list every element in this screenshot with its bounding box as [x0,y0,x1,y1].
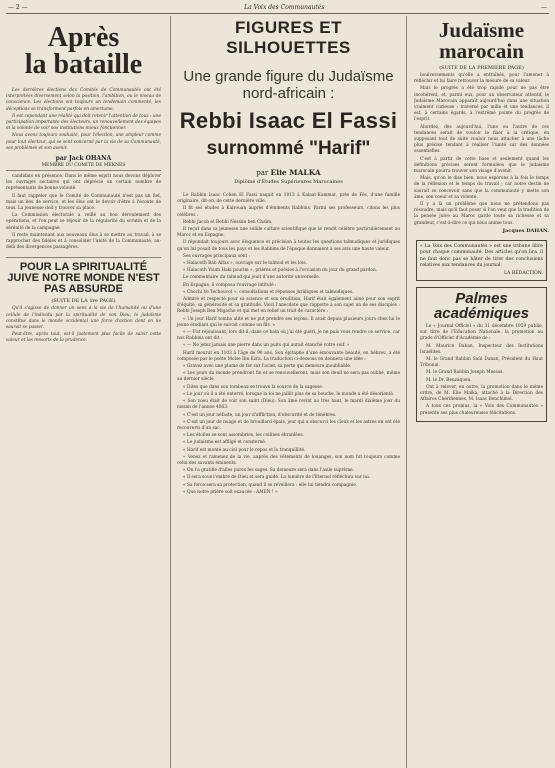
notice-text: « La Voix des Communautés » est une tribune libre pour chaque communauté. Des articles qu'on lira, il ne faut donc pas se hâter de tirer des conclusions relatives aux tendances du journal. [420,243,543,269]
paragraph: « Que notre prière soit exaucée : AMEN ! » [183,489,278,495]
paragraph: Rebbi Jacob et Rebbi Nessim ben Chaïm. [183,219,273,225]
publication-name: La Voix des Communautés [244,4,325,11]
paragraph: « Les jours du monde prendront fin et se renouvelleront, mais son deuil ne sera pas oublié, même au dernier siècle. [177,371,400,383]
byline: par Elie MALKA [256,168,321,177]
byline-title: MEMBRE DU COMITE DE MEKNES [6,163,161,171]
section-heading: POUR LA SPIRITUALITÉ JUIVE NOTRE MONDE N'EST PAS ABSURDE [6,257,161,295]
article-body [177,193,400,496]
paragraph: « Harif est monté au ciel pour le repos et la tranquillité. [183,447,306,453]
paragraph: Le commentaire du talmud qui jouit d'une autorité universelle. [183,275,321,281]
paragraph: « Les étoiles se sont assombries, les collines ébranlées. [183,433,304,439]
box-title: Palmes académiques [433,289,530,322]
paragraph: « On l'a gratifié d'ailes pures les sages. Sa demeure sera dans l'asile suprême. [183,468,355,474]
article-apres-la-bataille [6,16,161,768]
article-subtitle: surnommé "Harif" [206,138,371,159]
byline: par Jack OHANA [55,155,112,163]
article-deck: Une grande figure du Judaïsme nord-africain : [183,68,394,102]
paragraph: « Halacoth Bah Alfas », ouvrage sur le talmud et les lois. [183,261,307,267]
section-body: Qu'il s'agisse de donner un sens à la vie de l'humanité ou d'une cellule de l'individu par la spiritualité de son Dieu, le judaïsme constitue dans le monde occidental une force d'action dont on ne saurait se passer. Peut-être, après tout, est-il justement plus facile de saisir cette valeur et les ressorts de la prudence. [6,306,161,344]
article-body-bottom: candidats en présence. Dans le même esprit nous devons déplorer les ouvrages sectaires qui ont déprécié un certain nombre de représentants de bonne volonté. Il faut rappeler que le Comité de Communauté n'est pas un fief, mais un lieu de service, et les élus ont le devoir d'être à l'écoute de tous. La jeunesse doit y trouver sa place. La Commission électorale a veillé au bon déroulement des opérations, et l'on peut se réjouir de la régularité du scrutin et de la sérénité de la campagne. Il reste maintenant aux nouveaux élus à se mettre au travail, à se rapprocher des fidèles et à consolider l'unité de la Communauté, au-delà des divergences passagères. [6,174,161,251]
paragraph: Admiré et respecté pour sa science et son érudition, Harif était également aimé pour son esprit d'équité, sa générosité et sa gratitude. Voici l'anecdote que rapporte à son sujet un de ses disciples : Rebbi Joseph Ben Migache et qui met en relief un trait de caractère : [177,297,400,315]
article-body: boulversements qu'elle a entraînés, pour l'amener à réfléchir et lui faire retrouver la mesure de sa valeur. Mais le progrès a été trop rapide pour ne pas être incohérent, et, parmi eux, pour un observateur attentif, le Judaïsme Marocain apparaît aujourd'hui dans une situation vraiment curieuse : traversé par mille et une tendances, il est, à certains égards, à l'extrême pointe du progrès de l'esprit. Abordez, dès aujourd'hui, l'une ou l'autre de ces tendances serait de vouloir le fixer à la critique, en supposant tout de suite vouloir nous attacher à une tâche plus précise tendant à réaliser l'unité sur des données essentielles. C'est à partir de cette base et seulement quand les définitions précises seront formulées que le judaïsme marocain pourra trouver son visage d'avenir. Mais, qu'on le dise bien, nous espérons à la fois le temps de la réflexion et le temps du travail ; car notre destin ne saurait se concevoir sans que la communauté y mette son âme, son coeur et sa volonté. Il y a là un problème que nous ne prétendons pas résoudre, mais qu'il faut poser si l'on veut que la tradition de la pensée juive au Maroc garde toute sa richesse et sa grandeur, c'est-à-dire ce qui nous anime tous. [414,73,549,226]
paragraph: « — Fut réjouissant, lors dit-il, dans ce bain où j'ai été guéri, je ne puis vous rendre ce service, car nos Rabbins ont dit : [177,330,400,342]
article-judaisme-marocain [414,16,549,768]
paragraph: « Un jour Harif tomba alité et ne put prendre ses leçons. Il avait depuis plusieurs jours chez lui le jeune étudiant qui le suivait comme un fils. » [177,316,400,328]
page-number: — 2 — [8,4,28,11]
article-rebbi-isaac-el-fassi [170,16,407,768]
paragraph: « Chochi Ve Techouvot », consultations et réponses juridiques et talmudiques. [183,289,354,295]
article-title: Judaïsme marocain [438,18,525,63]
paragraph: « Il sera sous l'ombre de Dieu et sera guidé. La lumière de l'Eternel réfléchira sur lui. [183,475,371,481]
paragraph: « Gravez avec une plume de fer sur l'acier, sa perte qui demeure inoubliable. [183,364,352,370]
notice-signature: LA RÉDACTION. [504,270,543,276]
paragraph: En Espagne, il composa l'ouvrage intitulé : [183,282,277,288]
paragraph: « Venez et ramenez de la vie, auprès des vêtements de louanges, son nom fut toujours comme celui des savants éminents. [177,454,400,466]
paragraph: Harif mourut en 1103 à l'âge de 90 ans. Son épitaphe d'une émouvante beauté, en hébreu, a été composée par le poète Moïse Ibn Ezra. La traduction ci-dessous en donnera une idée : [177,350,400,362]
header-dash: — [540,4,547,11]
continued-note: (SUITE DE LA PREMIERE PAGE) [439,65,524,71]
palmes-academiques-box [416,287,547,422]
paragraph: « — Ne jetez jamais une pierre dans un puits qui aurait étanché votre soif. » [183,343,350,349]
paragraph: Il reçut dans sa jeunesse une solide culture scientifique que le rendit célèbre particulièrement au Maroc et en Espagne. [177,227,400,239]
article-title: Après la bataille [24,22,143,80]
paragraph: Il répondait toujours avec éloquence et précision à toutes les questions talmudiques et juridiques qu'on lui posait de tous les pays et les Rabbins de l'époque donnaient à ses avis une haute valeur. [177,240,400,252]
paragraph: « Halacoth Youm Haki pourim », prières et poésies à l'occasion du jour du grand pardon. [183,268,378,274]
running-header [6,2,549,14]
editorial-notice-box [416,240,547,281]
paragraph: « C'est un jour néfaste, un jour d'affliction, d'obscurité et de ténèbres. [183,412,337,418]
article-body-top: Les dernières élections des Comités de Communautés ont été interprétées diversement selon la position, l'ambition, ou le niveau de conscience. Les élections ont toujours un lendemain commenté, les déceptions se transforment parfois en amertume. Il est cependant une réalité qui doit retenir l'attention de tous : une participation importante des électeurs, un renouvellement des équipes et la volonté de voir nos institutions mieux fonctionner. Nous avons toujours souhaité, pour l'élection, une ampleur comme pour tout électeur, qui se sent concerné par la vie de sa Communauté, ses problèmes et son avenir. [6,88,161,151]
article-title: Rebbi Isaac El Fassi [179,108,398,133]
article-signature: Jacques DAHAN. [502,227,549,234]
paragraph: « Dites que dans son tombeau se trouve la source de la sagesse. [183,384,324,390]
paragraph: « Le judaïsme est affligé et consterné. [183,440,267,446]
paragraph: Il fit ses études à Kairouan auprès d'éminents Rabbins. Parmi ses professeurs, citons les plus célèbres : [177,206,400,218]
paragraph: « Sa force sera sa protection, quand il se réveillera : elle lui tiendra compagnie. [183,482,358,488]
paragraph: Le Rabbin Isaac Cohen El Fassi naquit en 1013 à Kalaat-Kammat, près de Fès, d'une famille originaire, dit-on, de cette dernière ville. [177,193,400,205]
paragraph: « C'est un jour de nuage et de brouillard épais, jour qui a obscurci les cieux et les astres en ont été recouverts d'un sac. [177,419,400,431]
byline-title: Diplômé d'Etudes Supérieures Marocaines [234,179,343,185]
paragraph: Ses ouvrages principaux sont : [183,253,251,259]
box-body: Le « Journal Officiel » du 31 décembre 1959 publie, sur titre de l'Education Nationale, la promotion au grade d'Officier d'Académie de : M. Maurice Dahan, Inspecteur des Institutions Israélites. M. le Grand Rabbin Saül Danan, Président du Haut Tribunal. M. le Grand Rabbin Joseph Messas. M. le Dr. Benzaquen. Ont à relever, en outre, la promotion dans le même ordre, de M. Elie Malka, attaché à la Direction des Affaires Chérifiennes, M. Isaac Benchimol. A tous ces promus, la « Voix des Communautés » présente ses plus chaleureuses félicitations. [420,323,543,416]
section-kicker: FIGURES ET SILHOUETTES [226,18,351,57]
paragraph: « Son voeu était de voir son saint (Dieu). Son âme revint au très haut, le mardi dixième jour du nissan de l'année 4863. [177,399,400,411]
paragraph: « Le jour où il a été enterré, lorsque la loi ne jaillit plus de sa bouche, le monde a été désorienté. [183,391,395,397]
continued-note: (SUITE DE LA 1re PAGE) [51,298,116,305]
